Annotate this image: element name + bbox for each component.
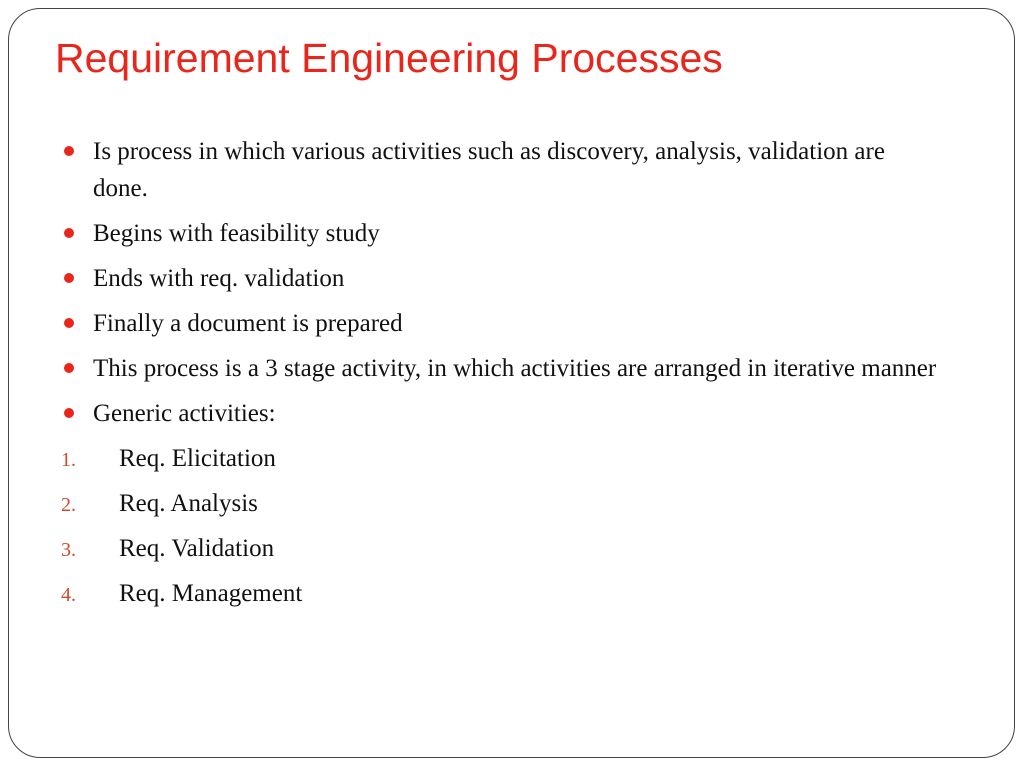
bullet-item (61, 215, 941, 252)
bullet-text: Begins with feasibility study (93, 220, 380, 247)
bullet-dot-icon (64, 318, 74, 328)
item-number: 4. (61, 584, 76, 606)
bullet-item (61, 133, 941, 207)
numbered-item (61, 485, 941, 522)
bullet-dot-icon (64, 408, 74, 418)
bullet-dot-icon (64, 363, 74, 373)
item-text: Req. Validation (119, 535, 275, 562)
bullet-text: Finally a document is prepared (93, 310, 403, 337)
item-text: Req. Analysis (119, 490, 258, 517)
bullet-dot-icon (64, 146, 74, 156)
numbered-item (61, 575, 941, 612)
numbered-item (61, 440, 941, 477)
bullet-item (61, 350, 941, 387)
bullet-text: Is process in which various activities such as discovery, analysis, validation are done. (93, 138, 885, 202)
bullet-dot-icon (64, 273, 74, 283)
bullet-text: Ends with req. validation (93, 265, 345, 292)
bullet-item (61, 260, 941, 297)
bullet-list (61, 133, 941, 432)
item-text: Req. Management (119, 580, 303, 607)
item-text: Req. Elicitation (119, 445, 276, 472)
bullet-text: Generic activities: (93, 400, 276, 427)
slide-content (61, 133, 941, 620)
bullet-item (61, 395, 941, 432)
bullet-text: This process is a 3 stage activity, in which activities are arranged in iterative manner (93, 355, 937, 382)
item-number: 2. (61, 494, 76, 516)
slide-frame (8, 8, 1015, 758)
numbered-item (61, 530, 941, 567)
bullet-dot-icon (64, 228, 74, 238)
bullet-item (61, 305, 941, 342)
item-number: 3. (61, 539, 76, 561)
slide-title: Requirement Engineering Processes (55, 35, 723, 81)
item-number: 1. (61, 449, 76, 471)
numbered-list (61, 440, 941, 612)
